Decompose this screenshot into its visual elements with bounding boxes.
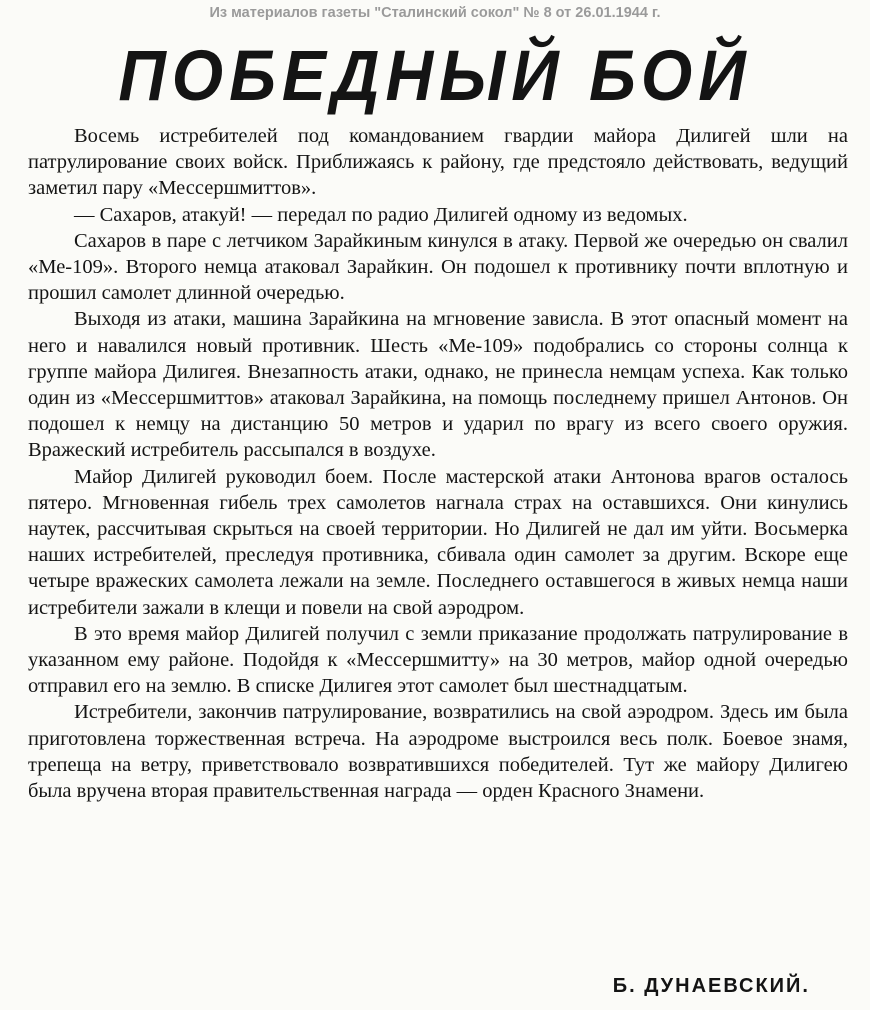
article-paragraph: Сахаров в паре с летчиком Зарайкиным кинулся в атаку. Первой же очередью он свалил «Ме-109». Второго немца атаковал Зарайкин. Он подошел к противнику почти вплотную и прошил самолет длинной очередью. (28, 229, 848, 305)
article-paragraph: Выходя из атаки, машина Зарайкина на мгновение зависла. В этот опасный момент на него и навалился новый противник. Шесть «Ме-109» подобрались со стороны солнца к группе майора Дилигея. Внезапность атаки, однако, не принесла немцам успеха. Как только один из «Мессершмиттов» атаковал Зарайкина, на помощь последнему пришел Антонов. Он подошел к немцу на дистанцию 50 метров и ударил по врагу из всего своего оружия. Вражеский истребитель рассыпался в воздухе. (28, 308, 848, 462)
article-paragraph: Истребители, закончив патрулирование, возвратились на свой аэродром. Здесь им была приготовлена торжественная встреча. На аэродроме выстроился весь полк. Боевое знамя, трепеща на ветру, приветствовало возвратившихся победителей. Тут же майору Дилигею была вручена вторая правительственная награда — орден Красного Знамени. (28, 701, 848, 803)
article-headline: ПОБЕДНЫЙ БОЙ (118, 35, 752, 115)
article-paragraph: Восемь истребителей под командованием гвардии майора Дилигей шли на патрулирование своих войск. Приближаясь к району, где предстояло действовать, ведущий заметил пару «Мессершмиттов». (28, 125, 848, 200)
source-caption: Из материалов газеты "Сталинский сокол" № 8 от 26.01.1944 г. (209, 5, 661, 21)
article-paragraph: — Сахаров, атакуй! — передал по радио Дилигей одному из ведомых. (74, 203, 688, 226)
article-paragraph: Майор Дилигей руководил боем. После мастерской атаки Антонова врагов осталось пятеро. Мгновенная гибель трех самолетов нагнала страх на оставшихся. Они кинулись наутек, рассчитывая скрыться на своей территории. Но Дилигей не дал им уйти. Восьмерка наших истребителей, преследуя противника, сбивала один самолет за другим. Вскоре еще четыре вражеских самолета лежали на земле. Последнего оставшегося в живых немца наши истребители зажали в клещи и повели на свой аэродром. (28, 465, 848, 619)
author-signature: Б. ДУНАЕВСКИЙ. (612, 975, 810, 997)
article-body (28, 123, 848, 804)
article-paragraph: В это время майор Дилигей получил с земли приказание продолжать патрулирование в указанном ему районе. Подойдя к «Мессершмитту» на 30 метров, майор одной очередью отправил его на землю. В списке Дилигея этот самолет был шестнадцатым. (28, 622, 848, 698)
